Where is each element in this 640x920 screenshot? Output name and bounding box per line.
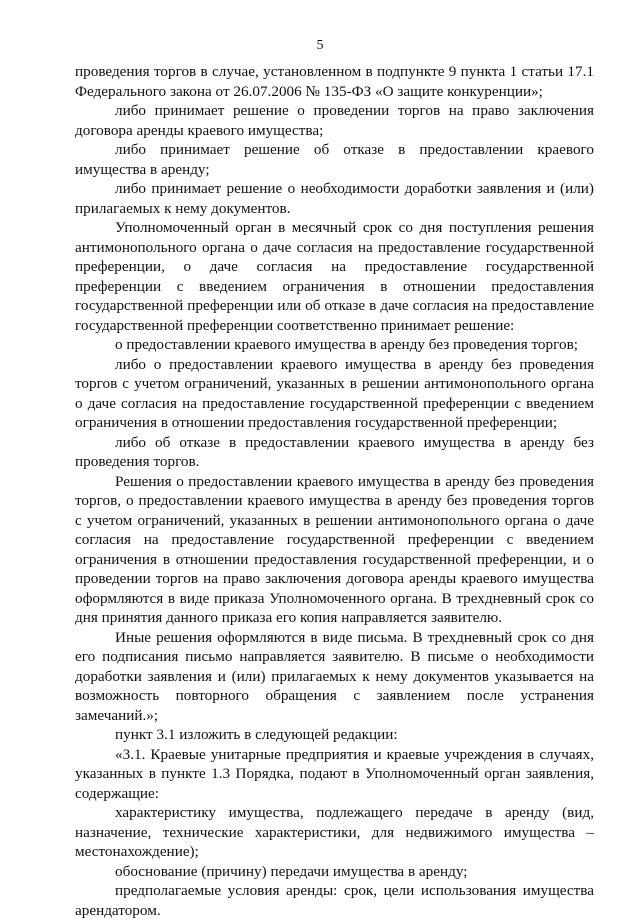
paragraph: о предоставлении краевого имущества в аренду без проведения торгов; (115, 336, 578, 353)
paragraph: либо принимает решение об отказе в предоставлении краевого имущества в аренду; (75, 141, 594, 178)
paragraph: «3.1. Краевые унитарные предприятия и краевые учреждения в случаях, указанных в пункте 1.3 Порядка, подают в Уполномоченный орган заявления, содержащие: (75, 745, 594, 802)
paragraph: пункт 3.1 изложить в следующей редакции: (115, 726, 398, 743)
page-number: 5 (316, 38, 324, 53)
paragraph: либо принимает решение о необходимости доработки заявления и (или) прилагаемых к нему документов. (75, 180, 594, 217)
paragraph: предполагаемые условия аренды: срок, цели использования имущества арендатором. (75, 882, 594, 919)
paragraph: проведения торгов в случае, установленном в подпункте 9 пункта 1 статьи 17.1 Федерального закона от 26.07.2006 № 135-ФЗ «О защите конкуренции»; (75, 63, 594, 100)
paragraph: Уполномоченный орган в месячный срок со дня поступления решения антимонопольного органа о даче согласия на предоставление государственной преференции, о даче согласия на предоставление государственной преференции с введением ограничения в отношении предоставления государственной преференции или об отказе в даче согласия на предоставление государственной преференции соответственно принимает решение: (75, 219, 594, 334)
paragraph: Иные решения оформляются в виде письма. В трехдневный срок со дня его подписания письмо направляется заявителю. В письме о необходимости доработки заявления и (или) прилагаемых к нему документов указывается на возможность повторного обращения с заявлением после устранения замечаний.»; (75, 628, 594, 724)
document-body (75, 62, 594, 920)
paragraph: обоснование (причину) передачи имущества в аренду; (115, 862, 468, 880)
paragraph: характеристику имущества, подлежащего передаче в аренду (вид, назначение, технические характеристики, для недвижимого имущества – местонахождение); (75, 804, 594, 860)
paragraph: либо принимает решение о проведении торгов на право заключения договора аренды краевого имущества; (75, 102, 594, 139)
paragraph: Решения о предоставлении краевого имущества в аренду без проведения торгов, о предоставлении краевого имущества в аренду без проведения торгов с учетом ограничений, указанных в решении антимонопольного органа о даче согласия на предоставление государственной преференции с введением ограничения в отношении предоставления государственной преференции, и о проведении торгов на право заключения договора аренды краевого имущества оформляются в виде приказа Уполномоченного органа. В трехдневный срок со дня принятия данного приказа его копия направляется заявителю. (75, 472, 594, 626)
paragraph: либо о предоставлении краевого имущества в аренду без проведения торгов с учетом ограничений, указанных в решении антимонопольного органа о даче согласия на предоставление государственной преференции с введением ограничения в отношении предоставления государственной преференции; (75, 355, 594, 431)
paragraph: либо об отказе в предоставлении краевого имущества в аренду без проведения торгов. (75, 433, 594, 470)
